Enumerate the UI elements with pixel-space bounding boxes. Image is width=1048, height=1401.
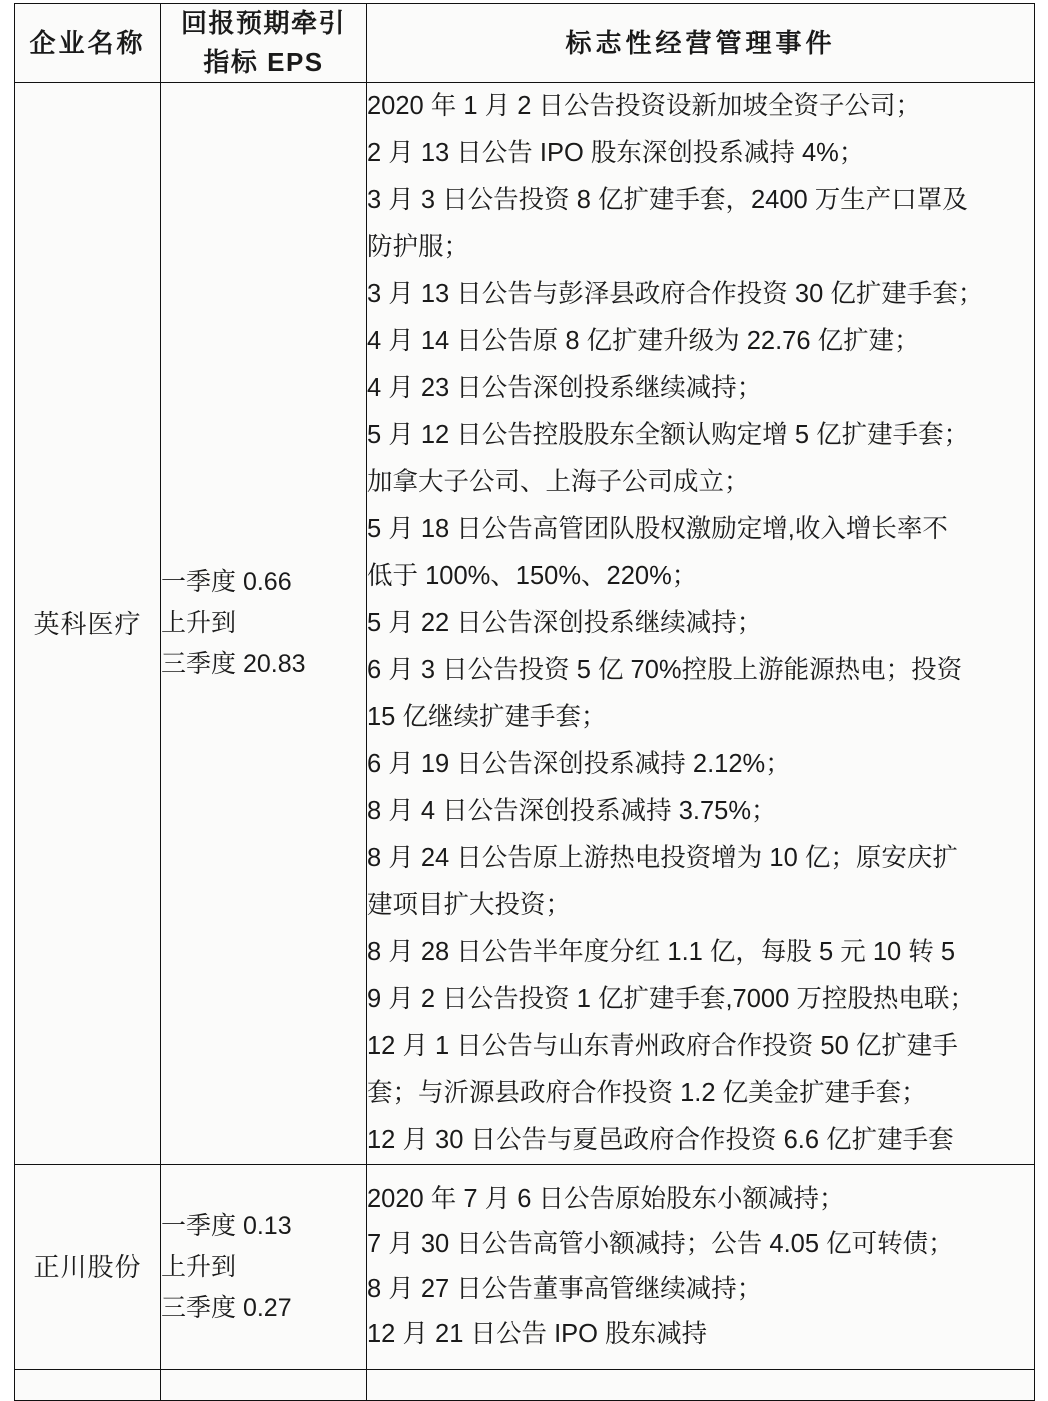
event-line: 8 月 28 日公告半年度分红 1.1 亿，每股 5 元 10 转 5 bbox=[367, 938, 956, 966]
event-line: 2 月 13 日公告 IPO 股东深创投系减持 4%； bbox=[367, 139, 865, 167]
event-line: 9 月 2 日公告投资 1 亿扩建手套,7000 万控股热电联； bbox=[367, 985, 975, 1013]
event-line: 6 月 3 日公告投资 5 亿 70%控股上游能源热电；投资 bbox=[367, 656, 963, 684]
event-line: 15 亿继续扩建手套； bbox=[367, 703, 607, 731]
column-header-eps-line1: 回报预期牵引 bbox=[180, 8, 346, 38]
table-header-row bbox=[15, 4, 1035, 83]
company-name-cell: 英科医疗 bbox=[15, 83, 161, 1165]
event-line: 套；与沂源县政府合作投资 1.2 亿美金扩建手套； bbox=[367, 1079, 927, 1107]
event-line: 6 月 19 日公告深创投系减持 2.12%； bbox=[367, 750, 791, 778]
event-line: 3 月 13 日公告与彭泽县政府合作投资 30 亿扩建手套； bbox=[367, 280, 984, 308]
table-row bbox=[15, 83, 1035, 1165]
column-header-eps bbox=[161, 4, 367, 83]
column-header-events: 标志性经营管理事件 bbox=[367, 4, 1035, 83]
event-line: 7 月 30 日公告高管小额减持；公告 4.05 亿可转债； bbox=[367, 1230, 954, 1258]
events-cell-partial bbox=[367, 1370, 1035, 1401]
company-name-cell: 正川股份 bbox=[15, 1165, 161, 1370]
event-line: 4 月 14 日公告原 8 亿扩建升级为 22.76 亿扩建； bbox=[367, 327, 920, 355]
eps-line-start: 一季度 0.13 bbox=[161, 1211, 292, 1240]
events-cell bbox=[367, 1165, 1035, 1370]
event-line: 建项目扩大投资； bbox=[367, 891, 572, 919]
event-line: 12 月 1 日公告与山东青州政府合作投资 50 亿扩建手 bbox=[367, 1032, 958, 1060]
business-events-table bbox=[14, 3, 1035, 1401]
eps-line-end: 三季度 20.83 bbox=[161, 650, 306, 678]
eps-cell bbox=[161, 1165, 367, 1370]
event-line: 防护服； bbox=[367, 233, 470, 261]
event-line: 3 月 3 日公告投资 8 亿扩建手套，2400 万生产口罩及 bbox=[367, 186, 968, 214]
event-line: 5 月 12 日公告控股股东全额认购定增 5 亿扩建手套； bbox=[367, 421, 970, 449]
column-header-eps-line2: 指标 EPS bbox=[203, 47, 324, 77]
table-row-partial bbox=[15, 1370, 1035, 1401]
event-line: 8 月 24 日公告原上游热电投资增为 10 亿；原安庆扩 bbox=[367, 844, 958, 872]
event-line: 2020 年 7 月 6 日公告原始股东小额减持； bbox=[367, 1185, 845, 1213]
event-line: 8 月 27 日公告董事高管继续减持； bbox=[367, 1275, 763, 1303]
eps-line-trend: 上升到 bbox=[161, 1252, 237, 1281]
event-line: 低于 100%、150%、220%； bbox=[367, 562, 698, 590]
table-row bbox=[15, 1165, 1035, 1370]
eps-line-start: 一季度 0.66 bbox=[161, 568, 292, 596]
event-line: 5 月 18 日公告高管团队股权激励定增,收入增长率不 bbox=[367, 515, 948, 543]
column-header-company: 企业名称 bbox=[15, 4, 161, 83]
event-line: 8 月 4 日公告深创投系减持 3.75%； bbox=[367, 797, 777, 825]
events-cell bbox=[367, 83, 1035, 1165]
eps-line-end: 三季度 0.27 bbox=[161, 1293, 292, 1322]
event-line: 2020 年 1 月 2 日公告投资设新加坡全资子公司； bbox=[367, 92, 922, 120]
event-line: 4 月 23 日公告深创投系继续减持； bbox=[367, 374, 763, 402]
eps-cell bbox=[161, 83, 367, 1165]
eps-cell-partial bbox=[161, 1370, 367, 1401]
company-name-cell-partial bbox=[15, 1370, 161, 1401]
event-line: 5 月 22 日公告深创投系继续减持； bbox=[367, 609, 763, 637]
eps-line-trend: 上升到 bbox=[161, 609, 237, 637]
event-line: 12 月 21 日公告 IPO 股东减持 bbox=[367, 1320, 708, 1348]
event-line: 加拿大子公司、上海子公司成立； bbox=[367, 468, 750, 496]
event-line: 12 月 30 日公告与夏邑政府合作投资 6.6 亿扩建手套 bbox=[367, 1126, 954, 1154]
